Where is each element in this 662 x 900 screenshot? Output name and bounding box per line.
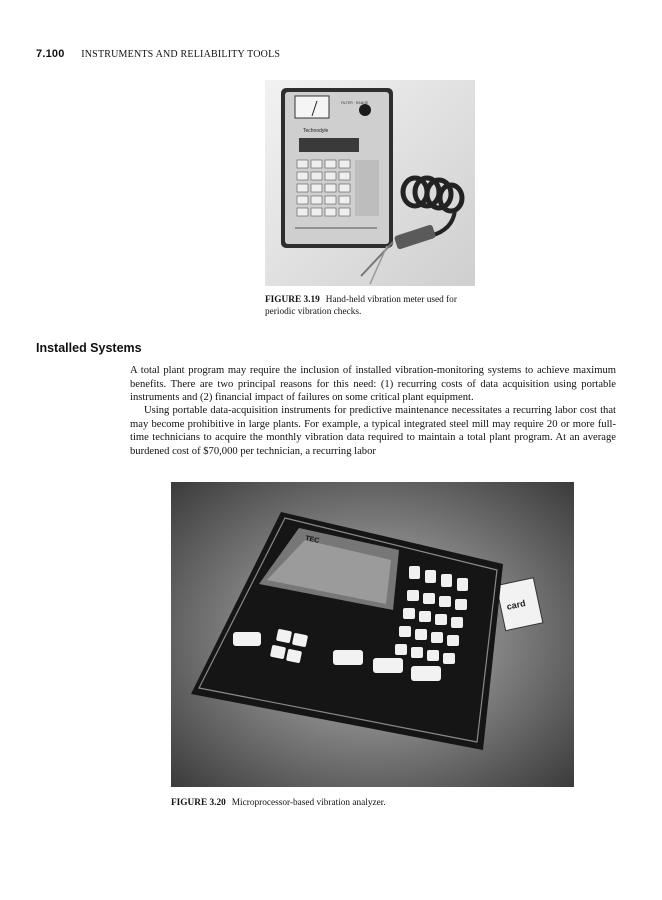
running-head-title: INSTRUMENTS AND RELIABILITY TOOLS bbox=[81, 49, 281, 60]
section-heading: Installed Systems bbox=[36, 341, 142, 355]
page-number: 7.100 bbox=[36, 48, 65, 60]
paragraph-1: A total plant program may require the inclusion of installed vibration-monitoring systems to achieve maximum benefits. There are two principal reasons for this need: (1) recurring costs of data acquisition using portable instruments and (2) financial impact of failures on some critical plant equipment. bbox=[130, 365, 616, 403]
analyzer-illustration bbox=[171, 482, 574, 787]
figure-3-19-caption-text: Hand-held vibration meter used for periodic vibration checks. bbox=[265, 295, 457, 317]
figure-3-20-caption-text: Microprocessor-based vibration analyzer. bbox=[231, 798, 386, 808]
figure-3-20-caption bbox=[171, 797, 574, 809]
card-label: card bbox=[505, 598, 527, 612]
figure-3-19-label: FIGURE 3.19 bbox=[265, 295, 320, 305]
handheld-meter-illustration bbox=[265, 80, 475, 286]
paragraph-2: Using portable data-acquisition instruments for predictive maintenance necessitates a recurring labor cost that may become prohibitive in large plants. For example, a typical integrated steel mill may require 20 or more full-time technicians to acquire the monthly vibration data required to maintain a total plant program. At an average burdened cost of $70,000 per technician, a recurring labor bbox=[130, 405, 616, 457]
figure-3-19-caption bbox=[265, 294, 480, 318]
analyzer-brand-label: TEC bbox=[304, 535, 320, 545]
meter-brand-label: Technodyle bbox=[303, 128, 329, 134]
figure-3-20-label: FIGURE 3.20 bbox=[171, 798, 226, 808]
figure-3-19-photo bbox=[265, 80, 475, 286]
running-head bbox=[36, 48, 280, 60]
figure-3-20-photo bbox=[171, 482, 574, 787]
svg-text:FILTER · RANGE: FILTER · RANGE bbox=[341, 101, 369, 105]
